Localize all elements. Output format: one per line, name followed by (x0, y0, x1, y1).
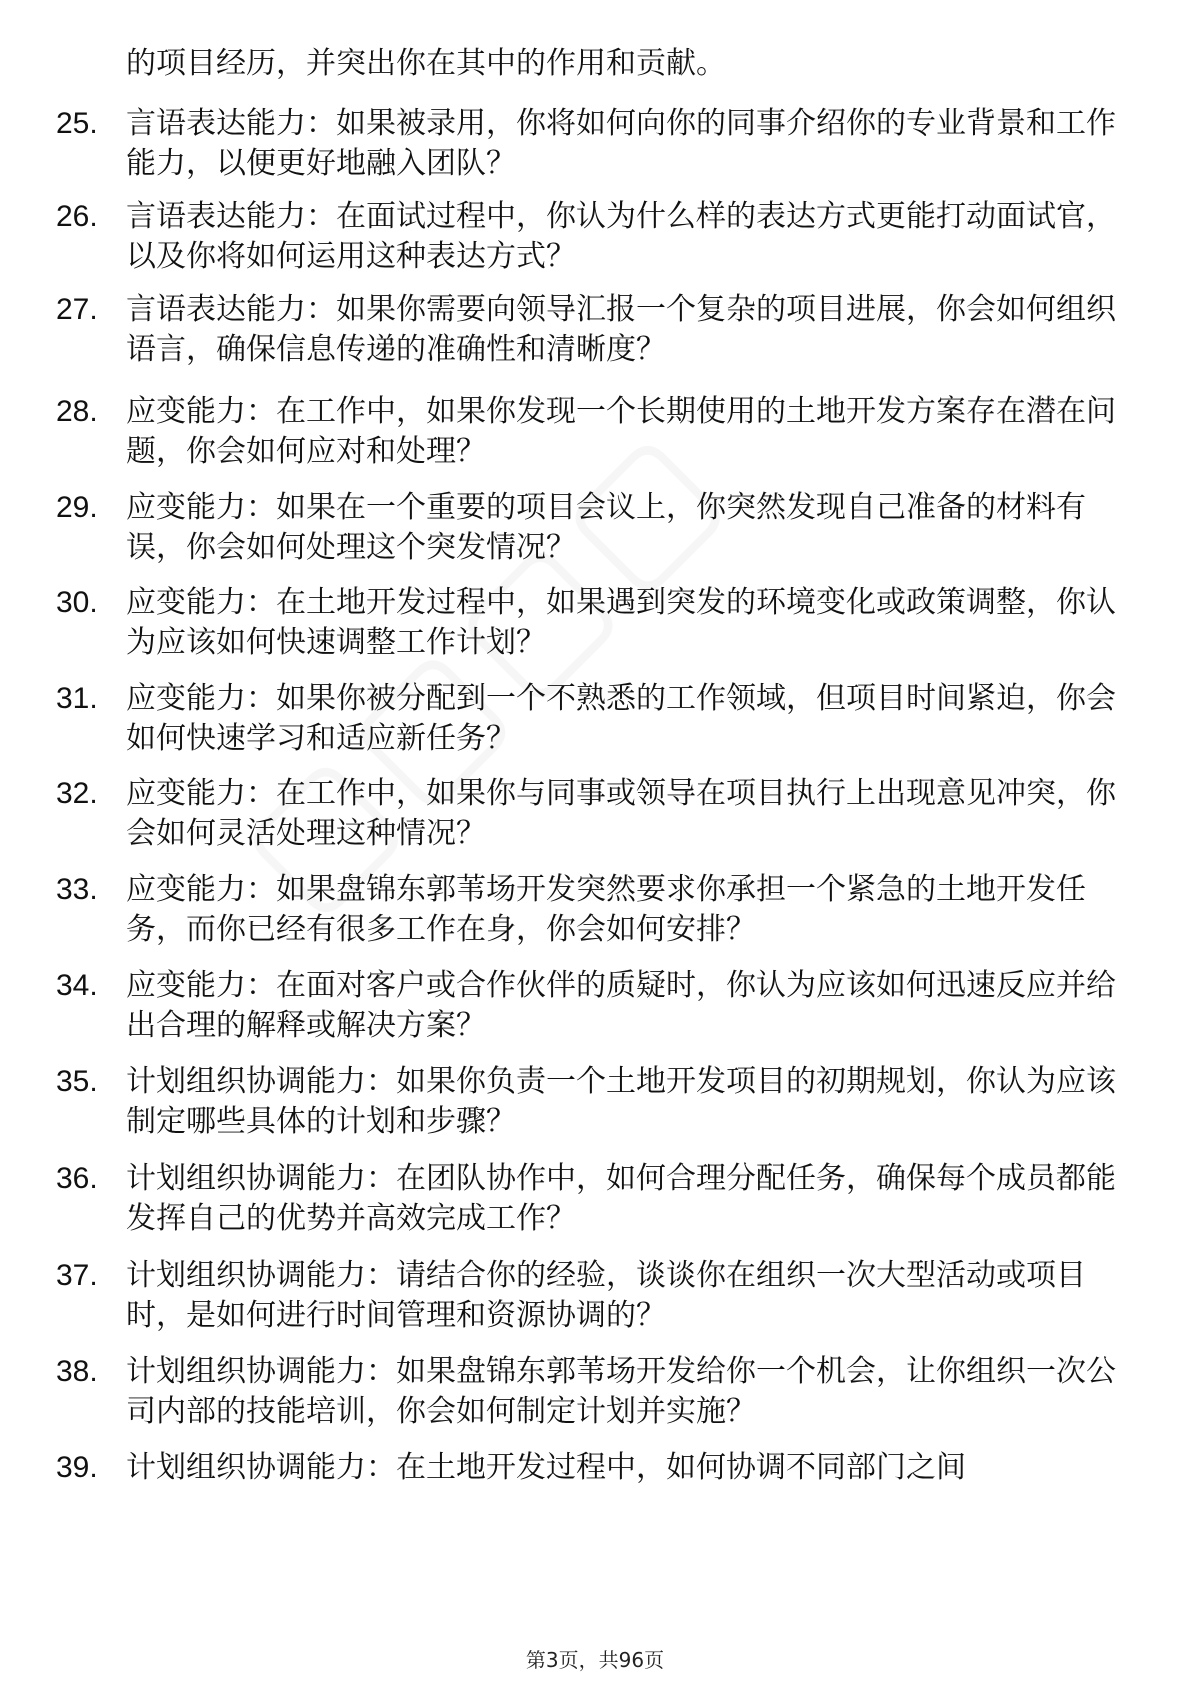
question-item (0, 1159, 1190, 1249)
page-footer: 第3页，共96页 (525, 1648, 665, 1672)
question-text: 应变能力：在土地开发过程中，如果遇到突发的环境变化或政策调整，你认为应该如何快速调整工作计划？ (126, 585, 1116, 660)
question-item (0, 870, 1190, 960)
question-item (0, 1062, 1190, 1152)
question-text: 计划组织协调能力：在团队协作中，如何合理分配任务，确保每个成员都能发挥自己的优势并高效完成工作？ (126, 1161, 1116, 1236)
question-item (0, 197, 1190, 287)
question-number: 25. (56, 107, 98, 140)
question-item (0, 104, 1190, 194)
question-text: 应变能力：在面对客户或合作伙伴的质疑时，你认为应该如何迅速反应并给出合理的解释或解决方案？ (126, 968, 1116, 1043)
question-number: 30. (56, 586, 98, 619)
question-item (0, 966, 1190, 1056)
question-number: 38. (56, 1355, 98, 1388)
question-text: 计划组织协调能力：如果你负责一个土地开发项目的初期规划，你认为应该制定哪些具体的计划和步骤？ (126, 1064, 1116, 1139)
question-text: 言语表达能力：如果被录用，你将如何向你的同事介绍你的专业背景和工作能力，以便更好地融入团队？ (126, 106, 1116, 181)
question-item (0, 1256, 1190, 1346)
question-item (0, 583, 1190, 673)
question-text: 应变能力：如果盘锦东郭苇场开发突然要求你承担一个紧急的土地开发任务，而你已经有很多工作在身，你会如何安排？ (126, 872, 1086, 947)
question-item (0, 1352, 1190, 1442)
question-item (0, 774, 1190, 864)
question-number: 34. (56, 969, 98, 1002)
question-item (0, 392, 1190, 482)
question-number: 29. (56, 491, 98, 524)
question-number: 39. (56, 1451, 98, 1484)
question-item (0, 1448, 1190, 1498)
question-text: 应变能力：如果你被分配到一个不熟悉的工作领域，但项目时间紧迫，你会如何快速学习和适应新任务？ (126, 681, 1116, 756)
question-number: 28. (56, 395, 98, 428)
question-number: 37. (56, 1259, 98, 1292)
question-text: 应变能力：在工作中，如果你与同事或领导在项目执行上出现意见冲突，你会如何灵活处理这种情况？ (126, 776, 1116, 851)
question-item (0, 488, 1190, 578)
question-text: 应变能力：在工作中，如果你发现一个长期使用的土地开发方案存在潜在问题，你会如何应对和处理？ (126, 394, 1116, 469)
question-number: 26. (56, 200, 98, 233)
question-number: 33. (56, 873, 98, 906)
question-text: 计划组织协调能力：请结合你的经验，谈谈你在组织一次大型活动或项目时，是如何进行时间管理和资源协调的？ (126, 1258, 1086, 1333)
question-item (0, 290, 1190, 380)
question-text: 言语表达能力：在面试过程中，你认为什么样的表达方式更能打动面试官，以及你将如何运用这种表达方式？ (126, 199, 1116, 274)
question-number: 31. (56, 682, 98, 715)
question-text: 言语表达能力：如果你需要向领导汇报一个复杂的项目进展，你会如何组织语言，确保信息传递的准确性和清晰度？ (126, 292, 1116, 367)
continuation-text: 的项目经历，并突出你在其中的作用和贡献。 (126, 46, 726, 81)
question-number: 27. (56, 293, 98, 326)
question-text: 应变能力：如果在一个重要的项目会议上，你突然发现自己准备的材料有误，你会如何处理这个突发情况？ (126, 490, 1086, 565)
question-number: 35. (56, 1065, 98, 1098)
question-number: 36. (56, 1162, 98, 1195)
question-item (0, 679, 1190, 769)
question-number: 32. (56, 777, 98, 810)
question-text: 计划组织协调能力：在土地开发过程中，如何协调不同部门之间 (126, 1450, 966, 1485)
question-text: 计划组织协调能力：如果盘锦东郭苇场开发给你一个机会，让你组织一次公司内部的技能培训，你会如何制定计划并实施？ (126, 1354, 1116, 1429)
